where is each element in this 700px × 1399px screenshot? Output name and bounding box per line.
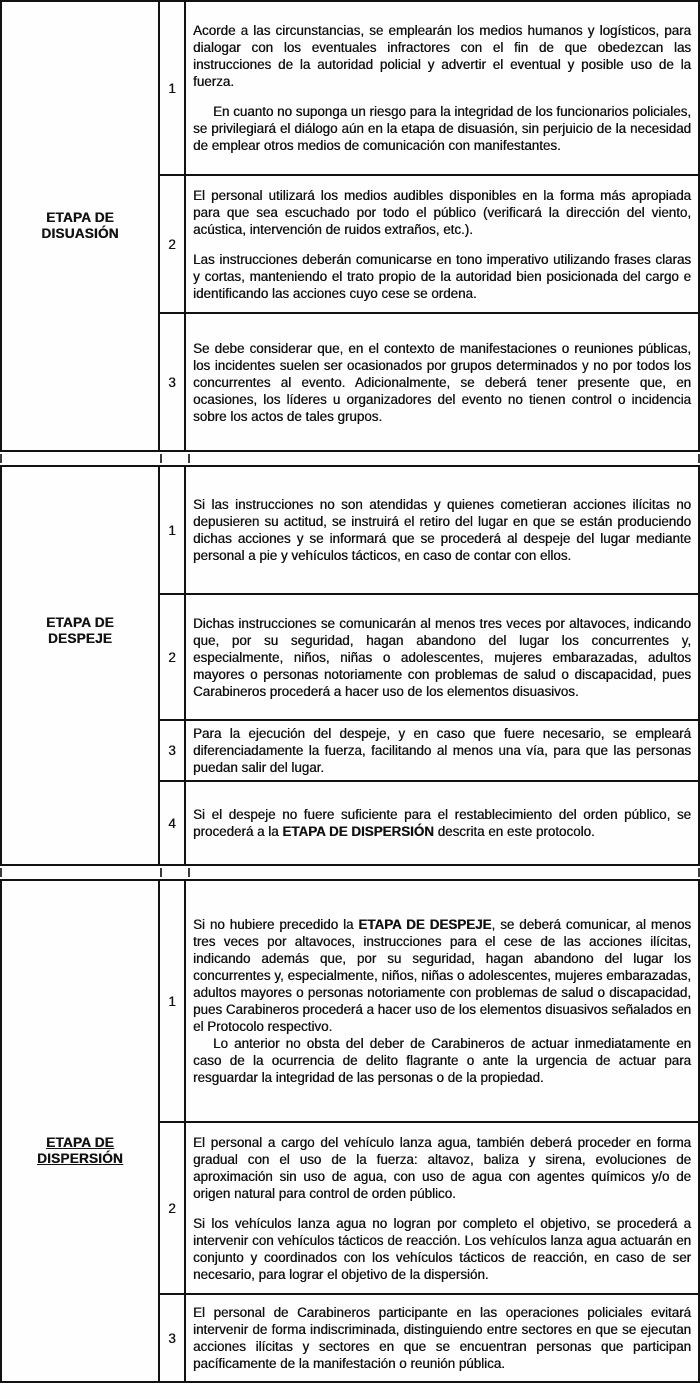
step-text: [186, 721, 698, 780]
table-border-stub: [160, 454, 162, 463]
table-border-stub: [0, 454, 2, 463]
stage-section: [0, 465, 700, 866]
paragraph: [193, 806, 691, 840]
step-text: [186, 1123, 698, 1293]
step-number: 3: [160, 314, 186, 450]
text-segment: Si el despeje no fuere suficiente para el restablecimiento del orden público, se procederá a la: [193, 807, 691, 839]
table-row: [160, 312, 698, 450]
paragraph: [193, 22, 691, 90]
stage-label: ETAPA DE DISUASIÓN: [41, 210, 119, 241]
stage-label: ETAPA DE DESPEJE: [46, 614, 114, 646]
stage-cell: [2, 2, 160, 450]
table-row: [160, 881, 698, 1121]
step-number: 2: [160, 595, 186, 719]
paragraph: [193, 725, 691, 776]
stage-label: ETAPA DE DISPERSIÓN: [37, 1135, 123, 1166]
text-segment: El personal utilizará los medios audibles disponibles en la forma más apropiada para que sea escuchado por todo el público (verificará la dirección del viento, acústica, intervención de ruidos extraños, etc.).: [193, 187, 691, 237]
table-row: [160, 467, 698, 593]
table-section-gap: [0, 452, 700, 465]
table-row: [160, 719, 698, 780]
step-text: [186, 467, 698, 593]
text-segment: Dichas instrucciones se comunicarán al menos tres veces por altavoces, indicando que, por su seguridad, hagan abandono del lugar los concurrentes y, especialmente, niños, niñas o adolescentes, mujeres embarazadas, adultos mayores o personas notoriamente con problemas de salud o discapacidad, pues Carabineros procederá a hacer uso de los elementos disuasivos.: [193, 615, 691, 699]
table-border-stub: [0, 868, 2, 877]
text-segment: Si no hubiere precedido la: [193, 917, 359, 932]
step-number: 4: [160, 782, 186, 864]
step-text: [186, 176, 698, 312]
text-segment: , se deberá comunicar, al menos tres veces por altavoces, instrucciones para el cese de las acciones ilícitas, indicando además que, por su seguridad, hagan abandono del lugar los concurrentes y, especialmente, niños, niñas o adolescentes, mujeres embarazadas, adultos mayores o personas notoriamente con problemas de salud o discapacidad, pues Carabineros procederá a hacer uso de los elementos disuasivos señalados en el Protocolo respectivo.: [193, 917, 691, 1034]
stage-section: [0, 0, 700, 452]
paragraph: [193, 615, 691, 700]
paragraph: [193, 1035, 691, 1086]
step-text: [186, 2, 698, 174]
rows-container: [160, 881, 698, 1381]
paragraph: [193, 251, 691, 302]
stage-cell: [2, 881, 160, 1381]
table-border-stub: [188, 454, 190, 463]
text-segment: El personal a cargo del vehículo lanza agua, también deberá proceder en forma gradual con el uso de la fuerza: altavoz, baliza y sirena, evoluciones de aproximación sin uso de agua, con uso de agua con agentes químicos y/o de origen natural para control de orden público.: [193, 1134, 691, 1201]
table-row: [160, 2, 698, 174]
step-text: [186, 782, 698, 864]
rows-container: [160, 467, 698, 864]
step-text: [186, 595, 698, 719]
text-segment: Si las instrucciones no son atendidas y quienes cometieran acciones ilícitas no depusieren su actitud, se instruirá el retiro del lugar en que se están produciendo dichas acciones y se informará que se procederá al despeje del lugar mediante personal a pie y vehículos tácticos, en caso de contar con ellos.: [193, 497, 691, 563]
stage-cell: [2, 467, 160, 864]
text-segment: En cuanto no suponga un riesgo para la integridad de los funcionarios policiales, se privilegiará el diálogo aún en la etapa de disuasión, sin perjuicio de la necesidad de emplear otros medios de comunicación con manifestantes.: [193, 104, 691, 153]
table-border-stub: [188, 868, 190, 877]
step-number: 3: [160, 721, 186, 780]
step-number: 2: [160, 1123, 186, 1293]
stage-section: [0, 879, 700, 1383]
step-text: [186, 1295, 698, 1381]
paragraph: [193, 1304, 691, 1372]
text-segment: Si los vehículos lanza agua no logran por completo el objetivo, se procederá a intervenir con vehículos tácticos de reacción. Los vehículos lanza agua actuarán en conjunto y coordinados con los vehículos tácticos de reacción, en caso de ser necesario, para lograr el objetivo de la dispersión.: [193, 1215, 691, 1282]
paragraph: [193, 1134, 691, 1202]
bold-text-segment: ETAPA DE DISPERSIÓN: [282, 824, 434, 839]
text-segment: Para la ejecución del despeje, y en caso que fuere necesario, se empleará diferenciadamente la fuerza, facilitando al menos una vía, para que las personas puedan salir del lugar.: [193, 726, 691, 775]
table-row: [160, 174, 698, 312]
step-number: 1: [160, 881, 186, 1121]
table-border-stub: [160, 868, 162, 877]
step-number: 1: [160, 2, 186, 174]
text-segment: Lo anterior no obsta del deber de Carabineros de actuar inmediatamente en caso de la ocurrencia de delito flagrante o ante la urgencia de actuar para resguardar la integridad de las personas o de la propiedad.: [193, 1036, 691, 1085]
table-row: [160, 1293, 698, 1381]
table-row: [160, 1121, 698, 1293]
paragraph: [193, 496, 691, 564]
text-segment: descrita en este protocolo.: [433, 824, 595, 839]
step-number: 1: [160, 467, 186, 593]
text-segment: Las instrucciones deberán comunicarse en tono imperativo utilizando frases claras y cortas, manteniendo el trato propio de la autoridad bien posicionada del cargo e identificando las acciones cuyo cese se ordena.: [193, 251, 691, 301]
table-section-gap: [0, 866, 700, 879]
paragraph: [193, 916, 691, 1035]
table-row: [160, 780, 698, 864]
table-row: [160, 593, 698, 719]
step-text: [186, 881, 698, 1121]
rows-container: [160, 2, 698, 450]
step-number: 2: [160, 176, 186, 312]
text-segment: Se debe considerar que, en el contexto de manifestaciones o reuniones públicas, los incidentes suelen ser ocasionados por grupos determinados y no por todos los concurrentes al evento. Adicionalmente, se deberá tener presente que, en ocasiones, los líderes u organizadores del evento no tienen control o incidencia sobre los actos de tales grupos.: [193, 340, 691, 424]
paragraph: [193, 103, 691, 154]
text-segment: El personal de Carabineros participante en las operaciones policiales evitará intervenir de forma indiscriminada, distinguiendo entre sectores en que se ejecutan acciones ilícitas y sectores en que se encuentran personas que participan pacíficamente de la manifestación o reunión pública.: [193, 1305, 691, 1371]
text-segment: Acorde a las circunstancias, se emplearán los medios humanos y logísticos, para dialogar con los eventuales infractores con el fin de que obedezcan las instrucciones de la autoridad policial y advertir el eventual y posible uso de la fuerza.: [193, 23, 691, 89]
step-text: [186, 314, 698, 450]
paragraph: [193, 340, 691, 425]
paragraph: [193, 187, 691, 238]
step-number: 3: [160, 1295, 186, 1381]
paragraph: [193, 1215, 691, 1283]
bold-text-segment: ETAPA DE DESPEJE: [358, 917, 492, 932]
